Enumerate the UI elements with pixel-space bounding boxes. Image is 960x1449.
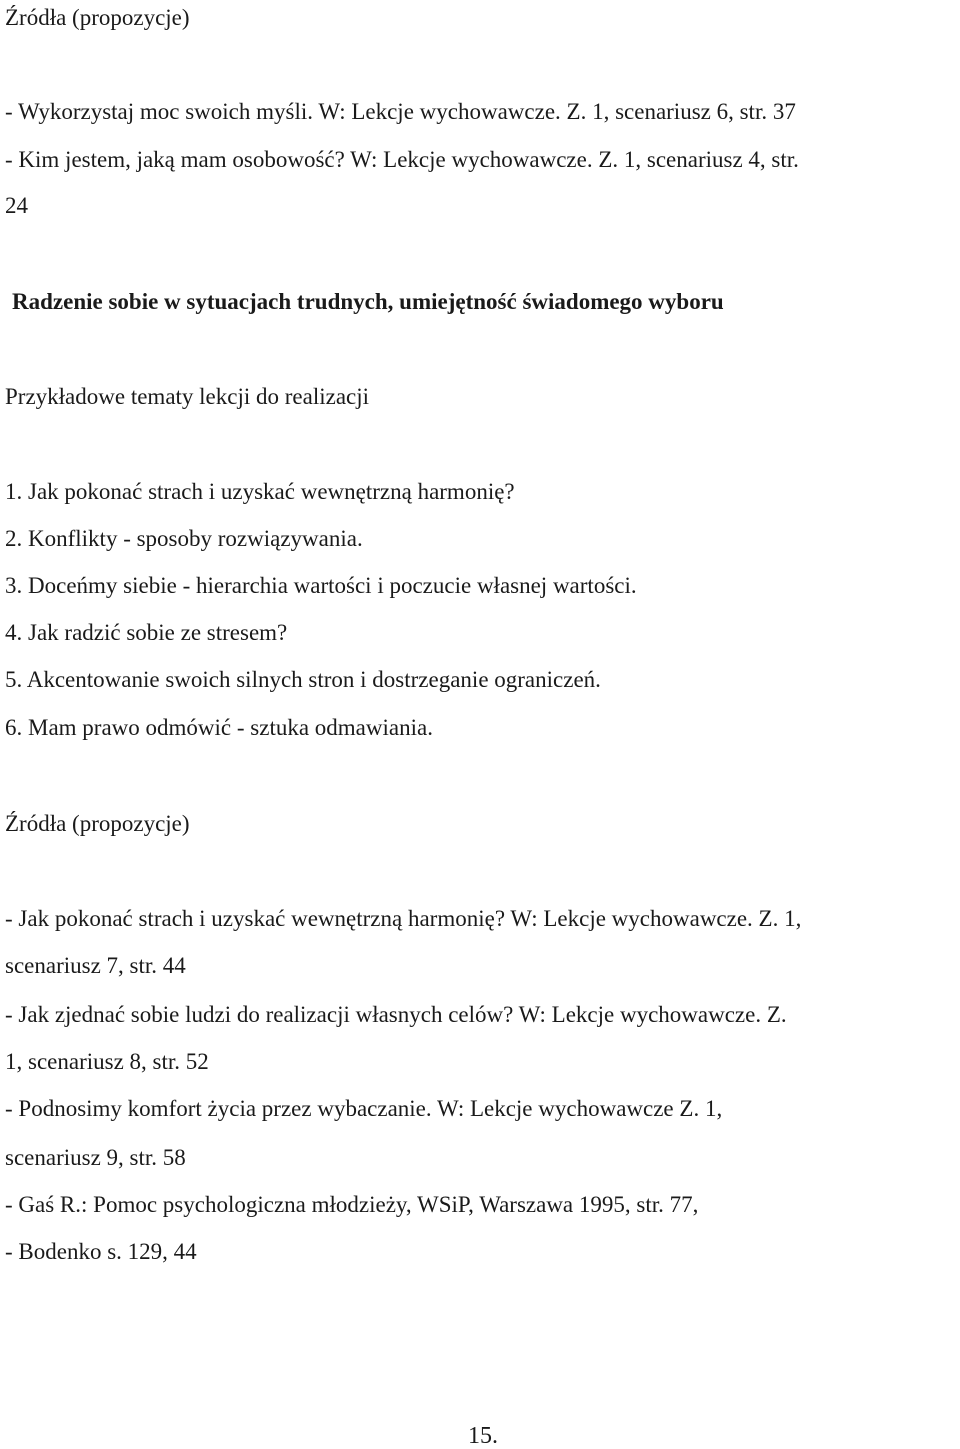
topic-item: 2. Konflikty - sposoby rozwiązywania.: [5, 526, 363, 551]
section-title: Radzenie sobie w sytuacjach trudnych, umiejętność świadomego wyboru: [12, 289, 724, 314]
source-line: - Wykorzystaj moc swoich myśli. W: Lekcje wychowawcze. Z. 1, scenariusz 6, str. 37: [5, 99, 796, 124]
source-line: 1, scenariusz 8, str. 52: [5, 1049, 209, 1074]
topic-item: 6. Mam prawo odmówić - sztuka odmawiania.: [5, 715, 433, 740]
sources-heading: Źródła (propozycje): [5, 5, 190, 30]
sources-heading: Źródła (propozycje): [5, 811, 190, 836]
topic-item: 1. Jak pokonać strach i uzyskać wewnętrzną harmonię?: [5, 479, 515, 504]
source-line: scenariusz 7, str. 44: [5, 953, 186, 978]
source-line: - Bodenko s. 129, 44: [5, 1239, 197, 1264]
source-line: - Podnosimy komfort życia przez wybaczanie. W: Lekcje wychowawcze Z. 1,: [5, 1096, 723, 1121]
topic-item: 5. Akcentowanie swoich silnych stron i dostrzeganie ograniczeń.: [5, 667, 601, 692]
source-line: - Kim jestem, jaką mam osobowość? W: Lekcje wychowawcze. Z. 1, scenariusz 4, str.: [5, 147, 799, 172]
topic-item: 4. Jak radzić sobie ze stresem?: [5, 620, 288, 645]
topics-heading: Przykładowe tematy lekcji do realizacji: [5, 384, 370, 409]
source-line: - Gaś R.: Pomoc psychologiczna młodzieży, WSiP, Warszawa 1995, str. 77,: [5, 1192, 699, 1217]
source-line: - Jak zjednać sobie ludzi do realizacji własnych celów? W: Lekcje wychowawcze. Z.: [5, 1002, 787, 1027]
topic-item: 3. Doceńmy siebie - hierarchia wartości i poczucie własnej wartości.: [5, 573, 637, 598]
source-line: - Jak pokonać strach i uzyskać wewnętrzną harmonię? W: Lekcje wychowawcze. Z. 1,: [5, 906, 802, 931]
page-number: 15.: [468, 1423, 498, 1449]
source-line: scenariusz 9, str. 58: [5, 1145, 186, 1170]
source-line: 24: [5, 193, 28, 218]
